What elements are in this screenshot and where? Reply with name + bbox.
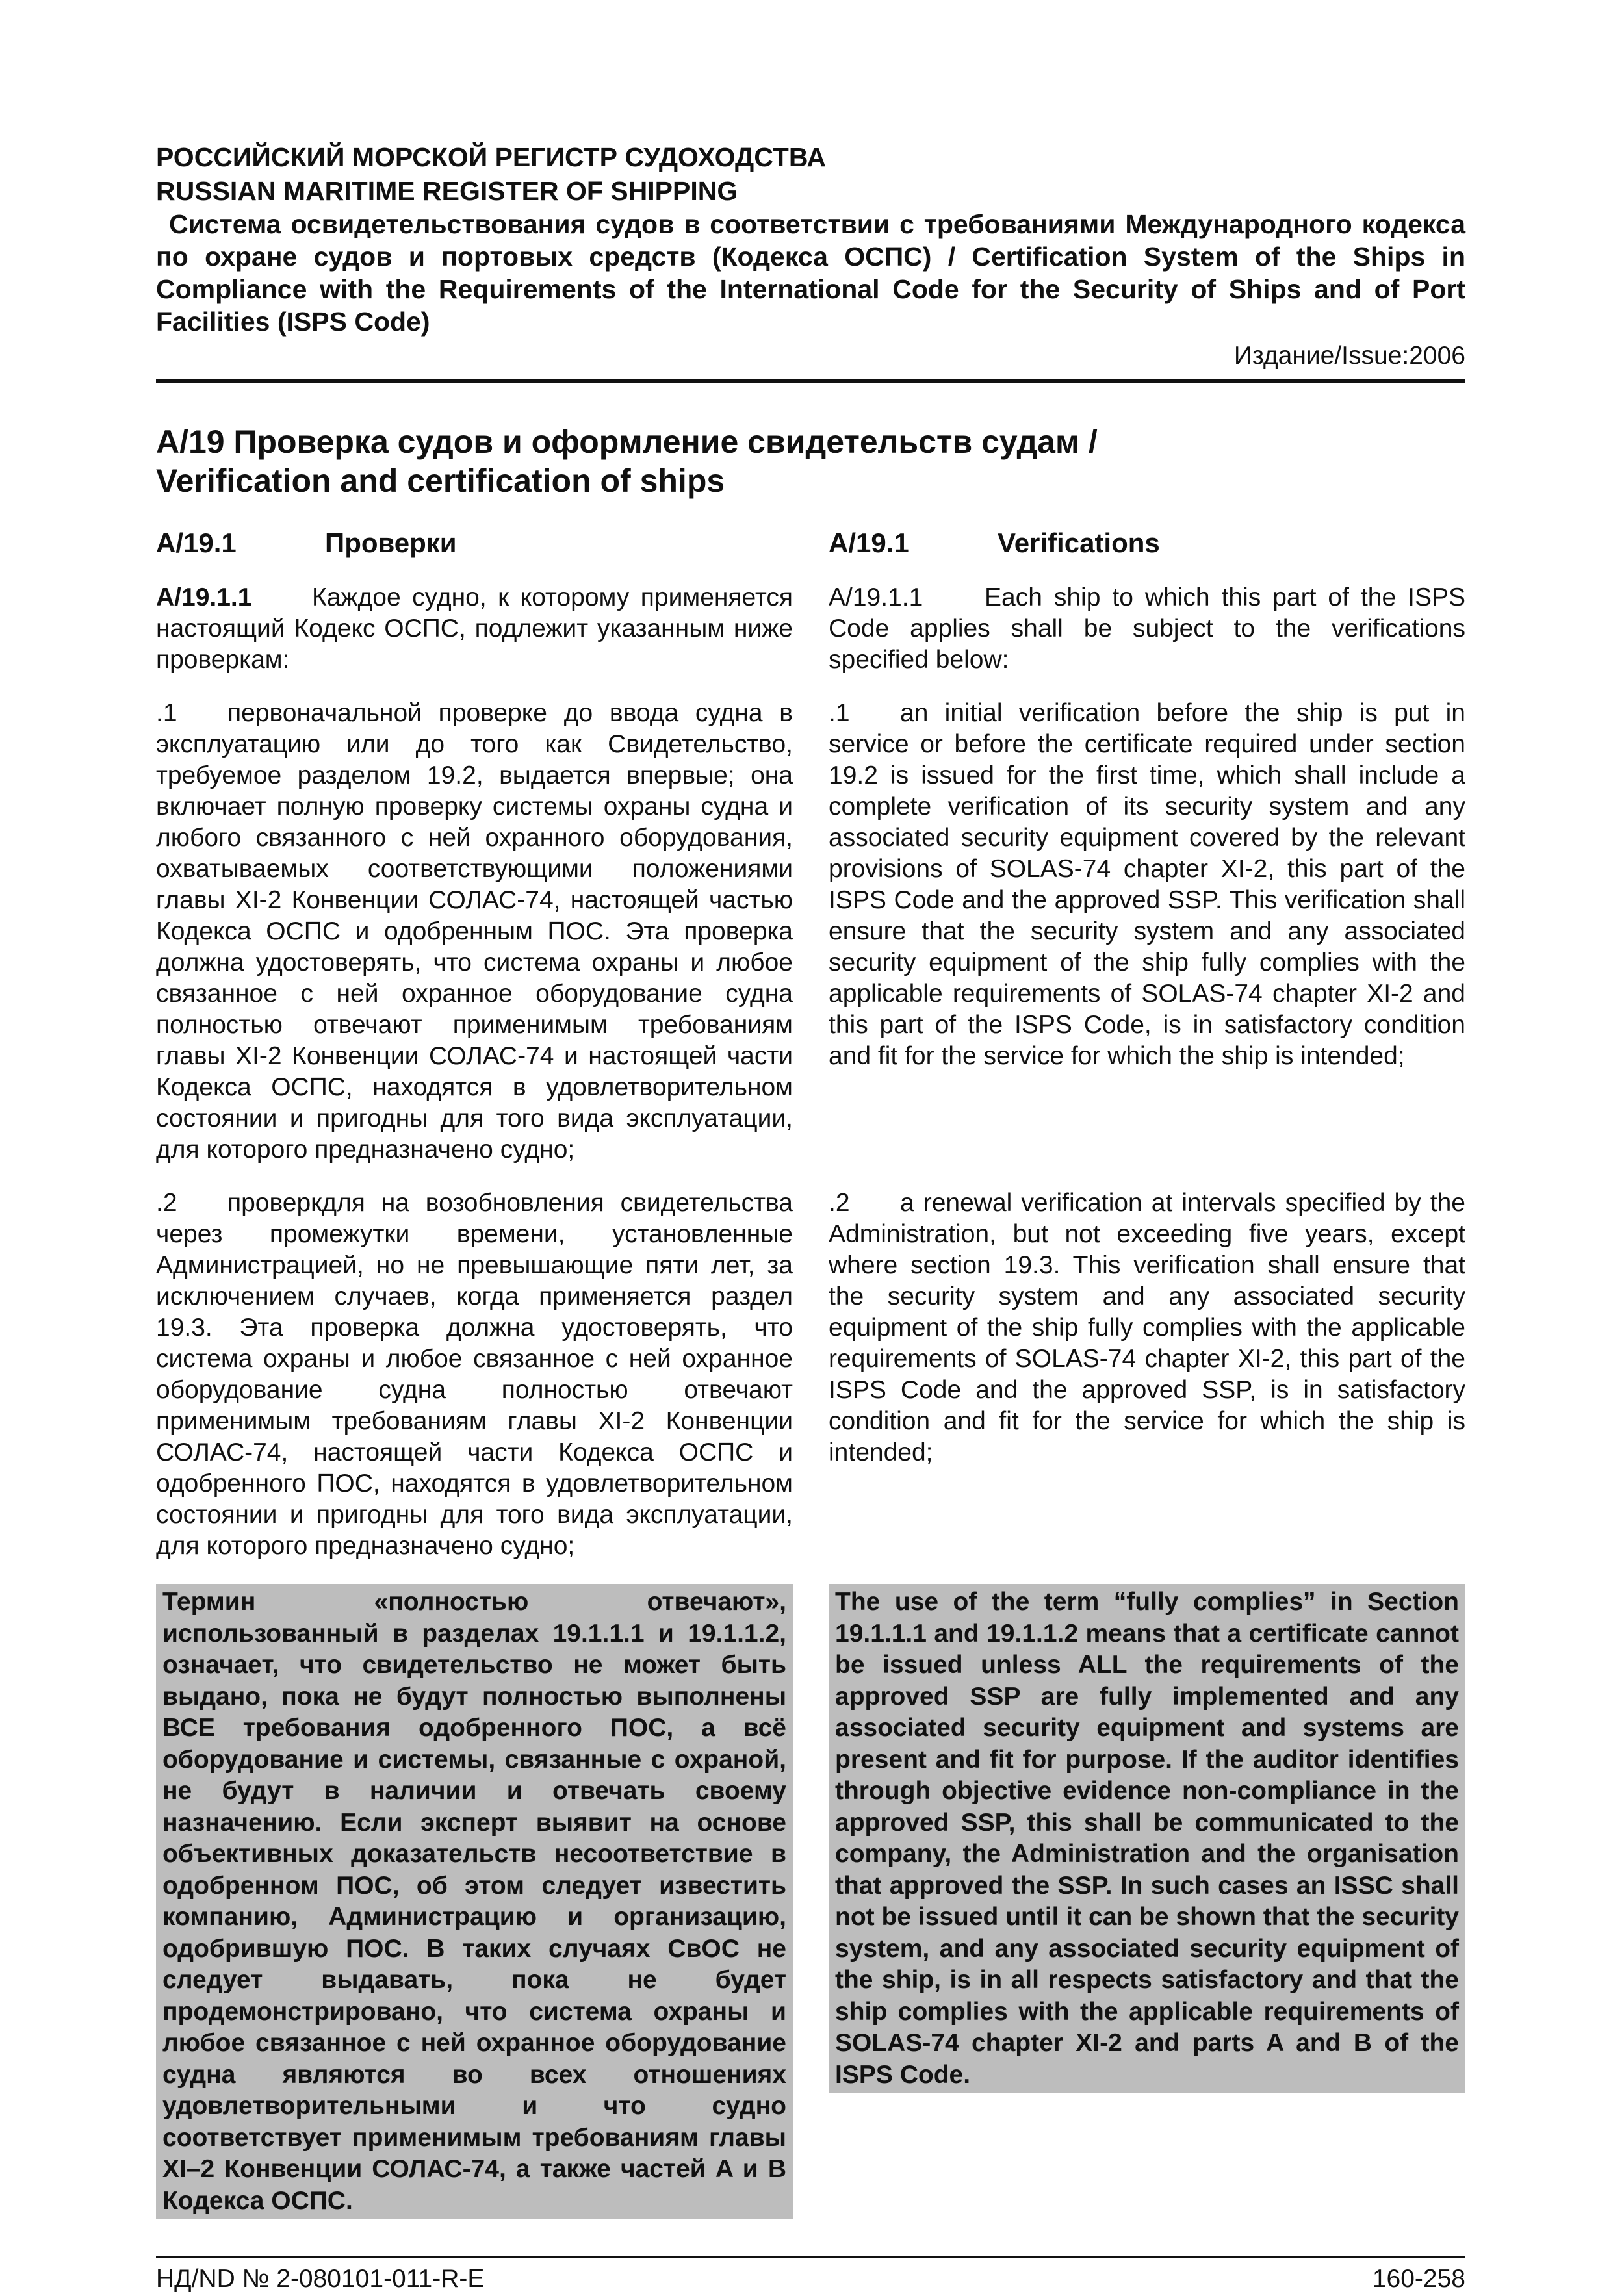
footer-divider <box>156 2256 1465 2258</box>
item-text-ru-1: первоначальной проверке до ввода судна в эксплуатацию или до того как Свидетельство, требуемое разделом 19.2, выдается впервые; она включает полную проверку системы охраны судна и любого связанного с ней охранного оборудования, охватываемых соответствующими положениями главы XI-2 Конвенции СОЛАС-74, настоящей частью Кодекса ОСПС и одобренным ПОС. Эта проверка должна удостоверять, что система охраны и любое связанное с ней охранное оборудование судна полностью отвечают применимым требованиям главы XI-2 Конвенции СОЛАС-74 и настоящей части Кодекса ОСПС, находятся в удовлетворительном состоянии и пригодны для того вида эксплуатации, для которого предназначено судно; <box>156 699 793 1164</box>
item-number-en-2: .2 <box>829 1189 850 1217</box>
note-ru-column <box>156 1584 793 2219</box>
item-text-en-1: an initial verification before the ship is put in service or before the certificate required under section 19.2 is issued for the first time, which shall include a complete verification of its security system and any associated security equipment covered by the relevant provisions of SOLAS-74 chapter XI-2, this part of the ISPS Code and the approved SSP. This verification shall ensure that the security system and any associated security equipment of the ship fully complies with the applicable requirements of SOLAS-74 chapter XI-2 and this part of the ISPS Code, is in satisfactory condition and fit for the service for which the ship is intended; <box>829 699 1465 1070</box>
note-ru: Термин «полностью отвечают», использованный в разделах 19.1.1.1 и 19.1.1.2, означает, что свидетельство не может быть выдано, пока не будут полностью выполнены ВСЕ требования одобренного ПОС, а всё оборудование и системы, связанные с охраной, не будут в наличии и отвечать своему назначению. Если эксперт выявит на основе объективных доказательств несоответствие в одобренном ПОС, об этом следует известить компанию, Администрацию и организацию, одобрившую ПОС. В таких случаях СвОС не следует выдавать, пока не будет продемонстрировано, что система охраны и любое связанное с ней охранное оборудование судна являются во всех отношениях удовлетворительными и что судно соответствует применимым требованиям главы XI–2 Конвенции СОЛАС-74, а также частей A и B Кодекса ОСПС. <box>156 1584 793 2219</box>
subheading-number-ru: A/19.1 <box>156 528 237 558</box>
paragraph-ru-1 <box>156 582 793 676</box>
system-title: Система освидетельствования судов в соответствии с требованиями Международного кодекса по охране судов и портовых средств (Кодекса ОСПС) / Certification System of the Ships in Compliance with the Requirements of the International Code for the Security of Ships and of Port Facilities (ISPS Code) <box>156 209 1465 337</box>
subheading-en <box>829 526 1465 560</box>
org-name-ru: РОССИЙСКИЙ МОРСКОЙ РЕГИСТР СУДОХОДСТВА <box>156 142 827 172</box>
item-ru-1 <box>156 698 793 1166</box>
item-number-ru-2: .2 <box>156 1189 177 1217</box>
item-number-ru-1: .1 <box>156 699 177 727</box>
paragraph-number-en: A/19.1.1 <box>829 583 923 611</box>
org-name-en: RUSSIAN MARITIME REGISTER OF SHIPPING <box>156 176 738 206</box>
paragraph-number-ru: A/19.1.1 <box>156 583 252 611</box>
paragraph-text-ru: Каждое судно, к которому применяется настоящий Кодекс ОСПС, подлежит указанным ниже проверкам: <box>156 583 793 674</box>
item-text-en-2: a renewal verification at intervals specified by the Administration, but not exceeding five years, except where section 19.3. This verification shall ensure that the security system and any associated security equipment of the ship fully complies with the applicable requirements of SOLAS-74 chapter XI-2, this part of the ISPS Code and the approved SSP, is in satisfactory condition and fit for the service for which the ship is intended; <box>829 1189 1465 1466</box>
note-en: The use of the term “fully complies” in Section 19.1.1.1 and 19.1.1.2 means that a certificate cannot be issued unless ALL the requirements of the approved SSP are fully implemented and any associated security equipment and systems are present and fit for purpose. If the auditor identifies through objective evidence non-compliance in the approved SSP, this shall be communicated to the company, the Administration and the organisation that approved the SSP. In such cases an ISSC shall not be issued until it can be shown that the security system, and any associated security equipment of the ship, is in all respects satisfactory and that the ship complies with the applicable requirements of SOLAS-74 chapter XI-2 and parts A and B of the ISPS Code. <box>829 1584 1465 2093</box>
item-row-1 <box>156 698 1465 1166</box>
note-en-column <box>829 1584 1465 2219</box>
item-number-en-1: .1 <box>829 699 850 727</box>
paragraph-en-1 <box>829 582 1465 676</box>
issue-label: Издание/Issue:2006 <box>1233 342 1465 370</box>
note-row <box>156 1584 1465 2219</box>
item-row-2 <box>156 1188 1465 1562</box>
subheading-number-en: A/19.1 <box>829 528 909 558</box>
subheading-row <box>156 500 1465 560</box>
paragraph-row-1 <box>156 582 1465 676</box>
document-number: НД/ND № 2-080101-011-R-E <box>156 2265 485 2293</box>
section-title-line1: A/19 Проверка судов и оформление свидетельств судам / <box>156 424 1098 460</box>
header-divider <box>156 379 1465 383</box>
section-title-line2: Verification and certification of ships <box>156 463 725 499</box>
paragraph-text-en: Each ship to which this part of the ISPS Code applies shall be subject to the verifications specified below: <box>829 583 1465 674</box>
subheading-title-ru: Проверки <box>325 528 457 558</box>
page-footer <box>156 2262 1465 2296</box>
item-en-2 <box>829 1188 1465 1562</box>
item-en-1 <box>829 698 1465 1166</box>
document-page <box>156 140 1465 2293</box>
page-header <box>156 140 1465 383</box>
subheading-ru <box>156 526 793 560</box>
item-ru-2 <box>156 1188 793 1562</box>
item-text-ru-2: проверкдля на возобновления свидетельства через промежутки времени, установленные Администрацией, но не превышающие пяти лет, за исключением случаев, когда применяется раздел 19.3. Эта проверка должна удостоверять, что система охраны и любое связанное с ней охранное оборудование судна полностью отвечают применимым требованиям главы XI-2 Конвенции СОЛАС-74, настоящей части Кодекса ОСПС и одобренного ПОС, находятся в удовлетворительном состоянии и пригодны для того вида эксплуатации, для которого предназначено судно; <box>156 1189 793 1560</box>
section-title <box>156 422 1465 500</box>
page-number: 160-258 <box>1372 2265 1465 2293</box>
subheading-title-en: Verifications <box>998 528 1160 558</box>
